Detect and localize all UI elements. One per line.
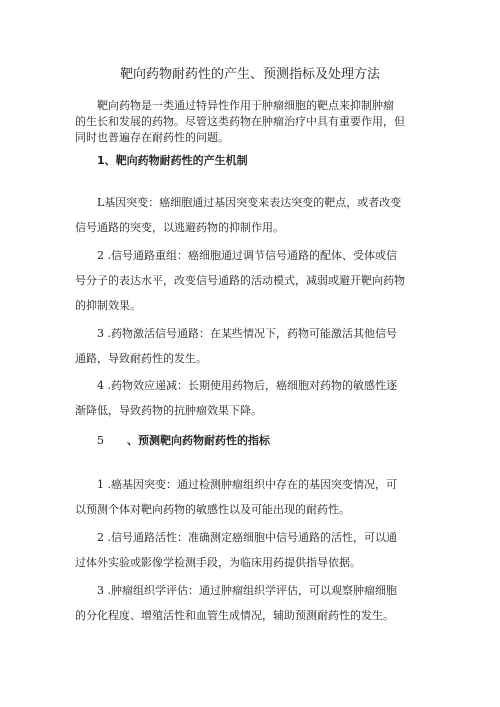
intro-line: 的生长和发展的药物。尽管这类药物在肿瘤治疗中具有重要作用，但 xyxy=(75,115,405,128)
intro-line: 同时也普遍存在耐药性的问题。 xyxy=(75,131,229,144)
intro-line: 靶向药物是一类通过特异性作用于肿瘤细胞的靶点来抑制肿瘤 xyxy=(97,99,394,112)
list-item-line: 1 .癌基因突变：通过检测肿瘤组织中存在的基因突变情况，可 xyxy=(97,478,397,491)
list-item-line: 4 .药物效应递减：长期使用药物后，癌细胞对药物的敏感性逐 xyxy=(97,379,397,392)
list-item-line: 2 .信号通路重组：癌细胞通过调节信号通路的配体、受体或信 xyxy=(97,249,397,262)
list-item-line: L基因突变：癌细胞通过基因突变来表达突变的靶点，或者改变 xyxy=(97,196,402,209)
list-item-line: 通路，导致耐药性的发生。 xyxy=(75,352,207,365)
list-item-line: 过体外实验或影像学检测手段，为临床用药提供指导依据。 xyxy=(75,556,361,569)
section-heading-predictors xyxy=(97,433,270,449)
list-item xyxy=(75,578,430,628)
list-item-line: 以预测个体对靶向药物的敏感性以及可能出现的耐药性。 xyxy=(75,503,350,516)
list-item-line: 2 .信号通路活性：准确测定癌细胞中信号通路的活性，可以通 xyxy=(97,531,397,544)
list-item xyxy=(75,525,430,575)
section-heading-number: 5 xyxy=(97,434,104,447)
list-item-line: 号分子的表达水平，改变信号通路的活动模式，减弱或避开靶向药物 xyxy=(75,274,405,287)
list-item xyxy=(75,321,430,371)
list-item-line: 3 .肿瘤组织学评估：通过肿瘤组织学评估，可以观察肿瘤细胞 xyxy=(97,584,397,597)
list-item xyxy=(75,243,430,318)
list-item-line: 信号通路的突变，以逃避药物的抑制作用。 xyxy=(75,221,284,234)
section-heading-mechanism: 1、靶向药物耐药性的产生机制 xyxy=(97,154,248,167)
list-item-line: 3 .药物激活信号通路：在某些情况下，药物可能激活其他信号 xyxy=(97,327,397,340)
section-heading-text: 、预测靶向药物耐药性的指标 xyxy=(127,434,270,447)
intro-paragraph xyxy=(75,98,425,146)
list-item xyxy=(75,373,430,423)
list-item xyxy=(75,472,430,522)
document-title: 靶向药物耐药性的产生、预测指标及处理方法 xyxy=(119,67,380,82)
list-item xyxy=(75,190,430,240)
list-item-line: 的抑制效果。 xyxy=(75,299,141,312)
list-item-line: 渐降低，导致药物的抗肿瘤效果下降。 xyxy=(75,404,262,417)
list-item-line: 的分化程度、增殖活性和血管生成情况，辅助预测耐药性的发生。 xyxy=(75,609,394,622)
